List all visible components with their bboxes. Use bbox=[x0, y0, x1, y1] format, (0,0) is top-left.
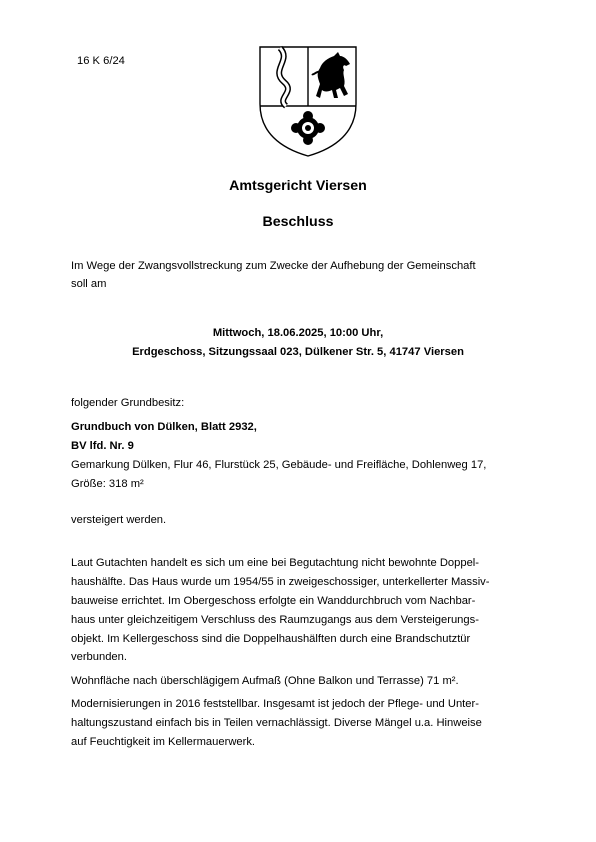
document-title: Beschluss bbox=[262, 214, 334, 230]
condition-line-2: haltungszustand einfach bis in Teilen vernachlässigt. Diverse Mängel u.a. Hinweise bbox=[71, 717, 482, 729]
description-line-3: bauweise errichtet. Im Obergeschoss erfolgte ein Wanddurchbruch vom Nachbar- bbox=[71, 595, 476, 607]
property-intro: folgender Grundbesitz: bbox=[71, 397, 185, 409]
description-line-1: Laut Gutachten handelt es sich um eine bei Begutachtung nicht bewohnte Doppel- bbox=[71, 557, 479, 569]
intro-line-2: soll am bbox=[71, 278, 107, 290]
property-details-line-2: Größe: 318 m² bbox=[71, 478, 144, 490]
description-line-4: haus unter gleichzeitigem Verschluss des Raumzugangs aus dem Versteigerungs- bbox=[71, 614, 479, 626]
property-details-line-1: Gemarkung Dülken, Flur 46, Flurstück 25, Gebäude- und Freifläche, Dohlenweg 17, bbox=[71, 459, 487, 471]
intro-line-1: Im Wege der Zwangsvollstreckung zum Zwecke der Aufhebung der Gemeinschaft bbox=[71, 260, 476, 272]
land-register: Grundbuch von Dülken, Blatt 2932, bbox=[71, 421, 257, 433]
court-name: Amtsgericht Viersen bbox=[229, 178, 367, 194]
property-item-number: BV lfd. Nr. 9 bbox=[71, 440, 134, 452]
description-line-6: verbunden. bbox=[71, 651, 127, 663]
auction-line: versteigert werden. bbox=[71, 514, 167, 526]
case-number: 16 K 6/24 bbox=[77, 55, 125, 67]
nrw-coat-of-arms-icon bbox=[256, 44, 360, 158]
description-line-2: haushälfte. Das Haus wurde um 1954/55 in zweigeschossiger, unterkellerter Massiv- bbox=[71, 576, 490, 588]
living-area: Wohnfläche nach überschlägigem Aufmaß (Ohne Balkon und Terrasse) 71 m². bbox=[71, 675, 459, 687]
description-line-5: objekt. Im Kellergeschoss sind die Doppelhaushälften durch eine Brandschutztür bbox=[71, 633, 471, 645]
condition-line-1: Modernisierungen in 2016 feststellbar. Insgesamt ist jedoch der Pflege- und Unter- bbox=[71, 698, 479, 710]
appointment-location: Erdgeschoss, Sitzungssaal 023, Dülkener Str. 5, 41747 Viersen bbox=[132, 346, 464, 358]
condition-line-3: auf Feuchtigkeit im Kellermauerwerk. bbox=[71, 736, 256, 748]
appointment-date: Mittwoch, 18.06.2025, 10:00 Uhr, bbox=[212, 327, 384, 339]
